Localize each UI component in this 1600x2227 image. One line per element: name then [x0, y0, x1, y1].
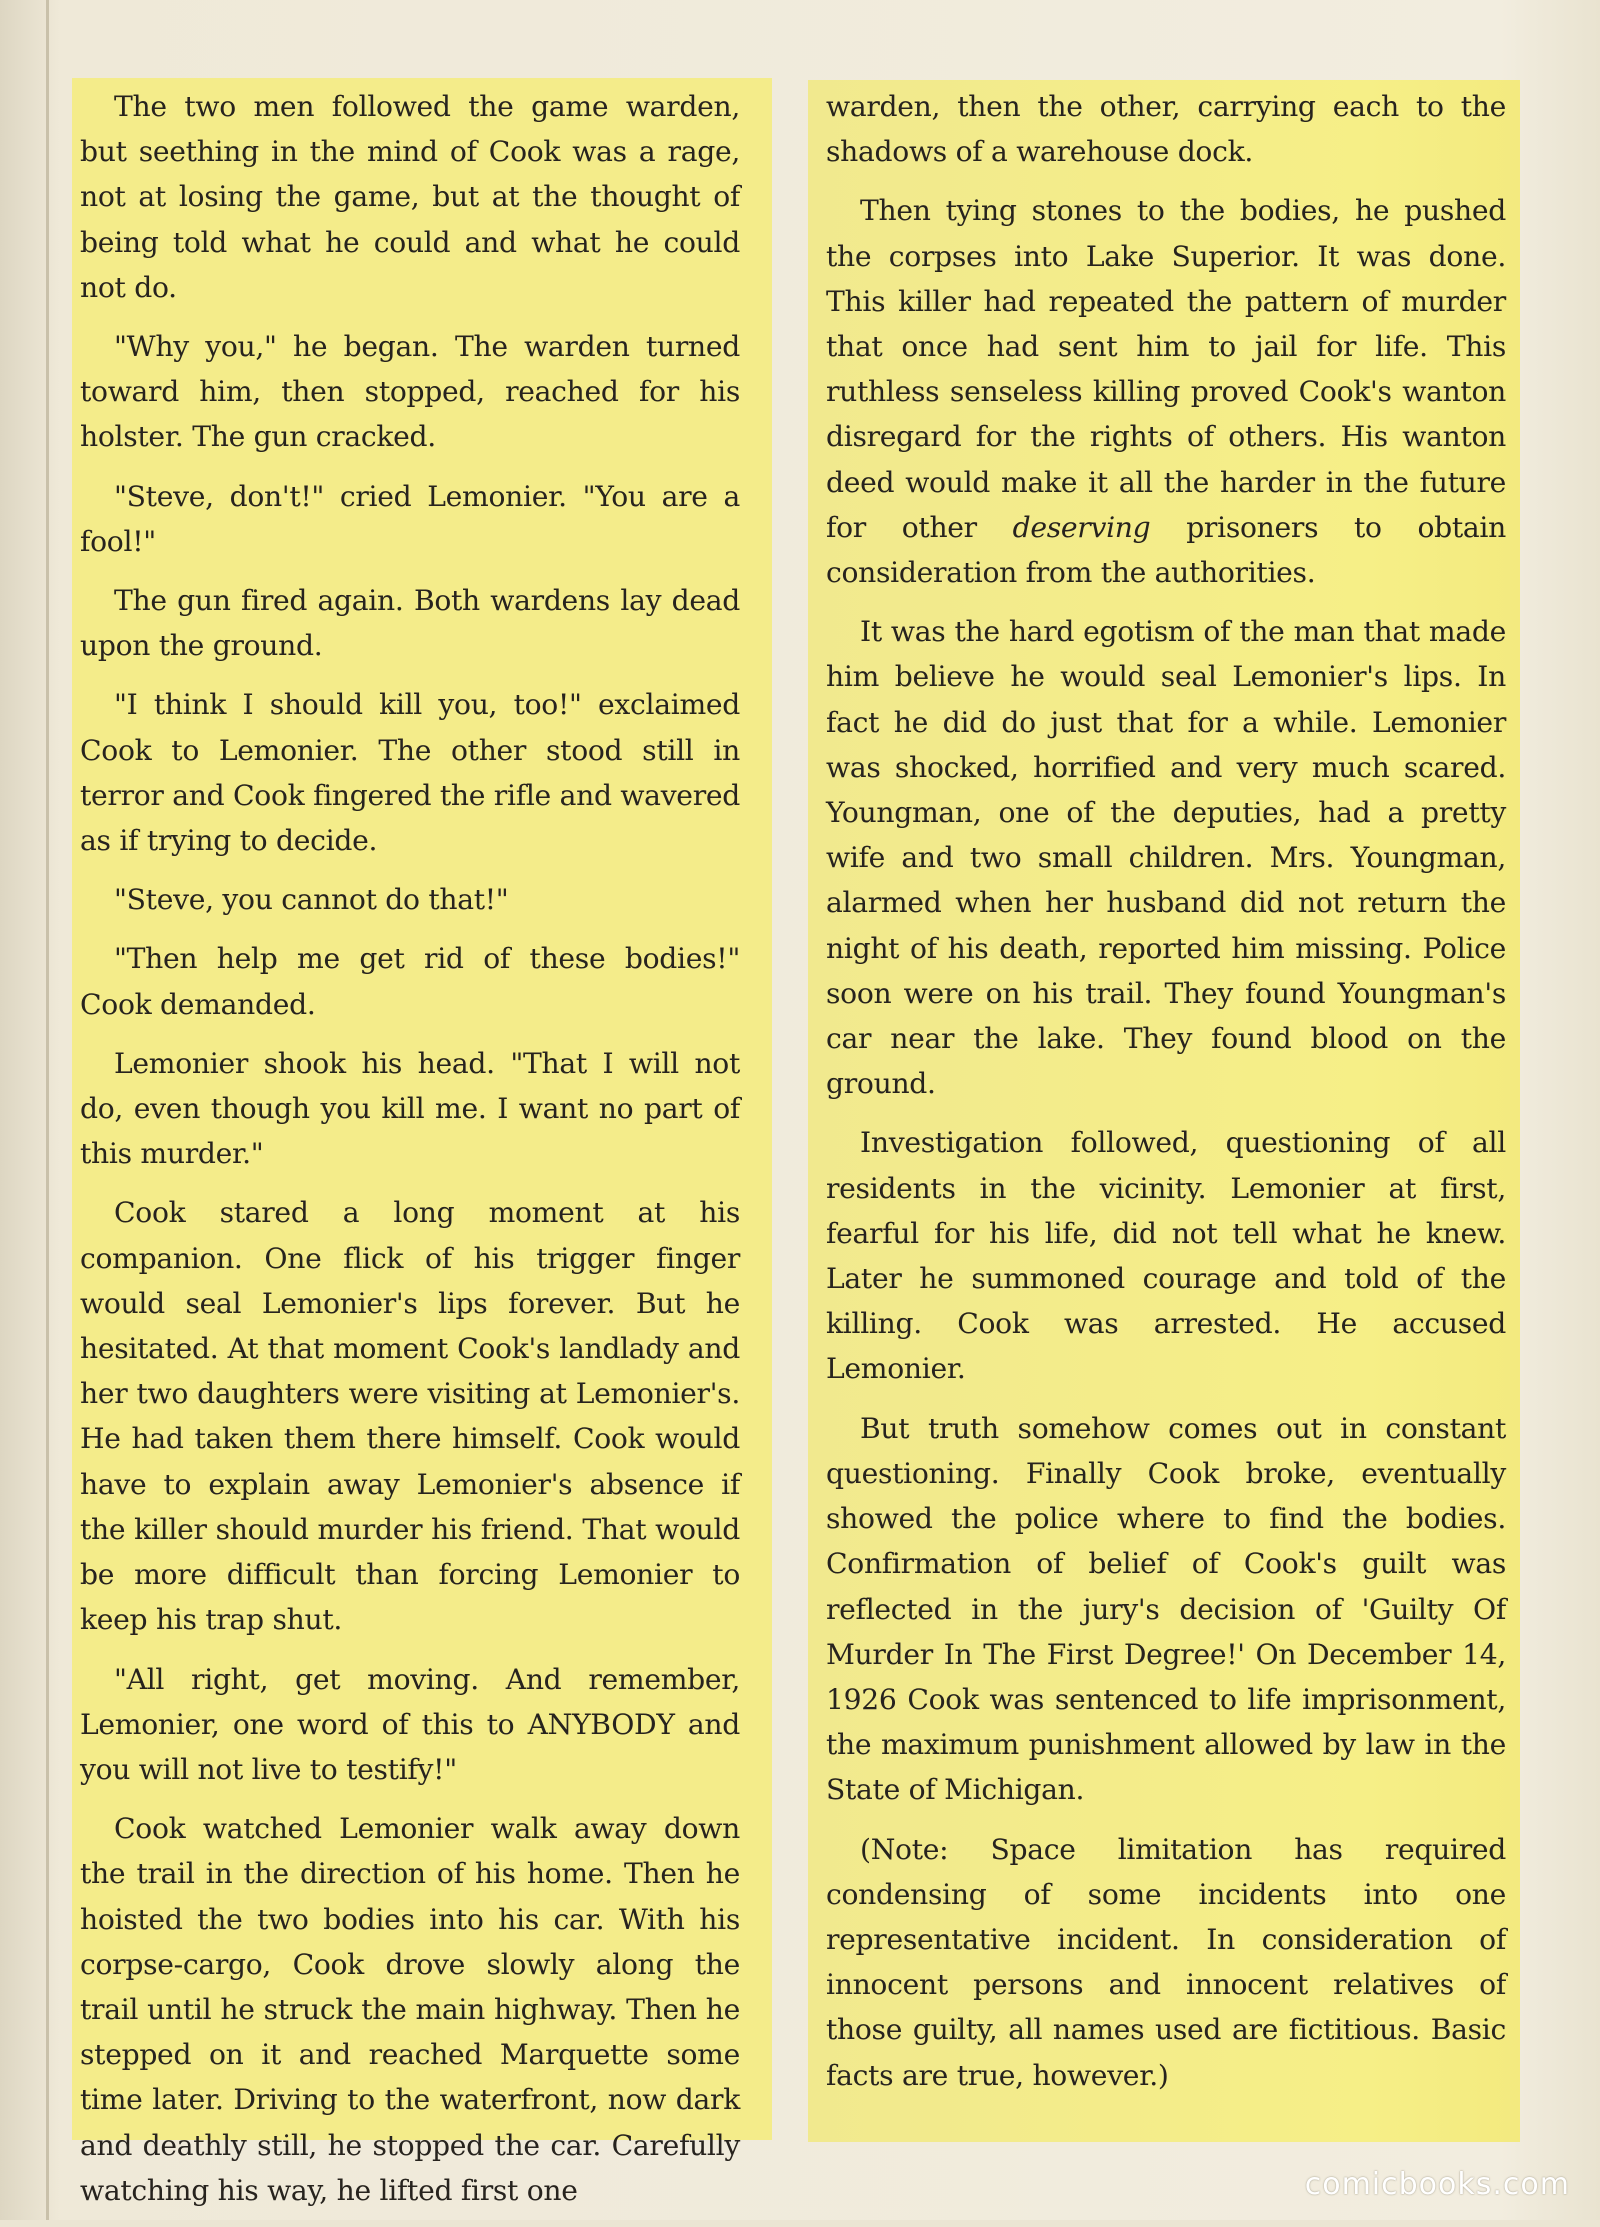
paragraph: The two men followed the game warden, but seething in the mind of Cook was a rage, not at losing the game, but at the thought of being told what he could and what he could not do. — [80, 90, 740, 304]
paragraph: It was the hard egotism of the man that made him believe he would seal Lemonier's lips. In fact he did do just that for a while. Lemonier was shocked, horrified and very much scared. Youngman, one of the deputies, had a pretty wife and two small children. Mrs. Youngman, alarmed when her husband did not return the night of his death, reported him missing. Police soon were on his trail. They found Youngman's car near the lake. They found blood on the ground. — [826, 615, 1506, 1101]
paragraph: Investigation followed, questioning of all residents in the vicinity. Lemonier at first, fearful for his life, did not tell what he knew. Later he summoned courage and told of the killing. Cook was arrested. He accused Lemonier. — [826, 1126, 1506, 1386]
paragraph: Cook watched Lemonier walk away down the trail in the direction of his home. Then he hoisted the two bodies into his car. With his corpse-cargo, Cook drove slowly along the trail until he struck the main highway. Then he stepped on it and reached Marquette some time later. Driving to the waterfront, now dark and deathly still, he stopped the car. Carefully watching his way, he lifted first one — [80, 1812, 740, 2207]
paragraph: "Steve, don't!" cried Lemonier. "You are a fool!" — [80, 479, 740, 558]
paragraph: Lemonier shook his head. "That I will not do, even though you kill me. I want no part of this murder." — [80, 1046, 740, 1171]
paragraph: "Steve, you cannot do that!" — [114, 883, 509, 917]
note-paragraph: (Note: Space limitation has required condensing of some incidents into one representative incident. In consideration of innocent persons and innocent relatives of those guilty, all names used are fictitious. Basic facts are true, however.) — [826, 1832, 1506, 2092]
text-run: prisoners to obtain consideration from the authorities. — [826, 510, 1506, 590]
emphasis-text: deserving — [1012, 510, 1151, 544]
right-text-column — [826, 84, 1506, 2112]
paragraph: "I think I should kill you, too!" exclaimed Cook to Lemonier. The other stood still in terror and Cook fingered the rifle and wavered as if trying to decide. — [80, 688, 740, 858]
page-fold — [46, 0, 49, 2220]
text-run: Then tying stones to the bodies, he pushed the corpses into Lake Superior. It was done. This killer had repeated the pattern of murder that once had sent him to jail for life. This ruthless senseless killing proved Cook's wanton disregard for the rights of others. His wanton deed would make it all the harder in the future for other — [826, 194, 1506, 544]
paragraph: "Why you," he began. The warden turned toward him, then stopped, reached for his holster. The gun cracked. — [80, 330, 740, 454]
paragraph-continued: warden, then the other, carrying each to the shadows of a warehouse dock. — [826, 90, 1506, 169]
left-text-column — [80, 84, 740, 2227]
paragraph: Cook stared a long moment at his companion. One flick of his trigger finger would seal Lemonier's lips forever. But he hesitated. At that moment Cook's landlady and her two daughters were visiting at Lemonier's. He had taken them there himself. Cook would have to explain away Lemonier's absence if the killer should murder his friend. That would be more difficult than forcing Lemonier to keep his trap shut. — [80, 1196, 740, 1637]
paragraph: "Then help me get rid of these bodies!" Cook demanded. — [80, 942, 740, 1021]
paragraph — [826, 188, 1506, 595]
paragraph: "All right, get moving. And remember, Lemonier, one word of this to ANYBODY and you will not live to testify!" — [80, 1662, 740, 1786]
paragraph: But truth somehow comes out in constant questioning. Finally Cook broke, eventually showed the police where to find the bodies. Confirmation of belief of Cook's guilt was reflected in the jury's decision of 'Guilty Of Murder In The First Degree!' On December 14, 1926 Cook was sentenced to life imprisonment, the maximum punishment allowed by law in the State of Michigan. — [826, 1411, 1506, 1807]
site-watermark: comicbooks.com — [1304, 2167, 1570, 2202]
paragraph: The gun fired again. Both wardens lay dead upon the ground. — [80, 584, 740, 663]
